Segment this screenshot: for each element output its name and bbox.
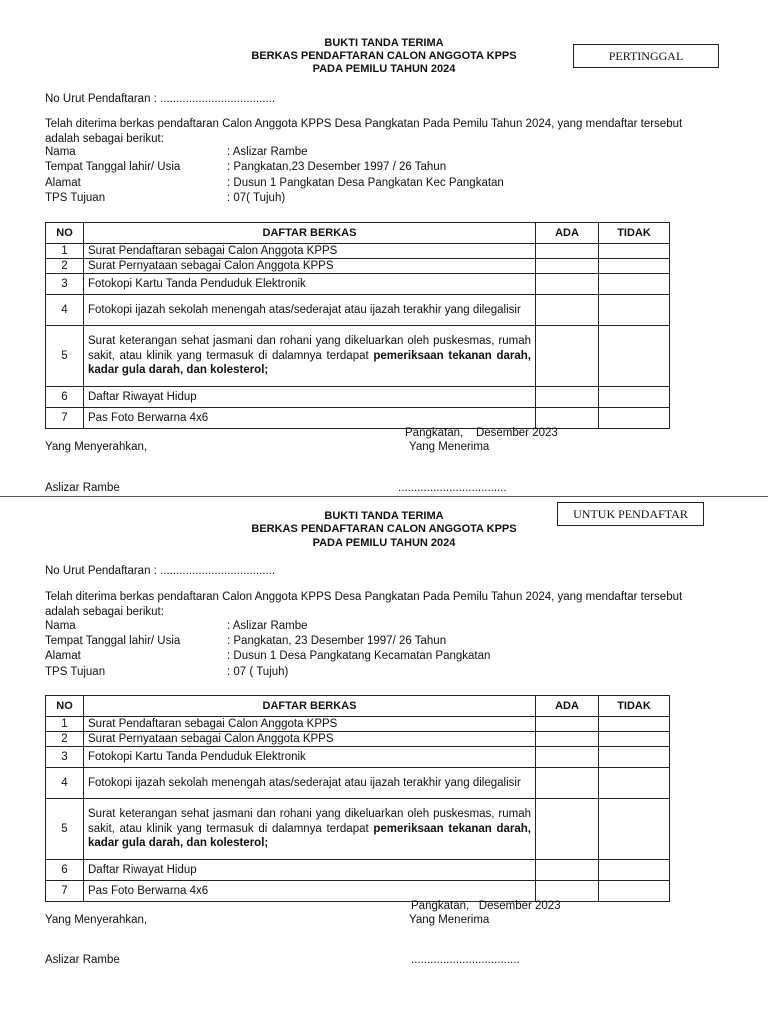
row-document <box>84 326 536 387</box>
receiver-signature-line: .................................. <box>398 482 507 494</box>
row-number: 1 <box>46 244 84 259</box>
field-label-tps: TPS Tujuan <box>45 666 106 678</box>
place-date: Pangkatan, Desember 2023 <box>405 427 558 439</box>
col-header-tidak: TIDAK <box>599 696 670 717</box>
slip-subtitle: BERKAS PENDAFTARAN CALON ANGGOTA KPPS <box>251 50 517 62</box>
receiver-signature-line: .................................. <box>411 954 520 966</box>
field-label-nama: Nama <box>45 146 76 158</box>
ada-cell <box>536 768 599 799</box>
row-document-emphasis: pemeriksaan tekanan darah, kadar gula darah, dan kolesterol; <box>88 822 532 850</box>
row-document: Surat Pendaftaran sebagai Calon Anggota KPPS <box>84 244 536 259</box>
giver-name: Aslizar Rambe <box>45 482 120 494</box>
field-value-alamat: : Dusun 1 Pangkatan Desa Pangkatan Kec Pangkatan <box>227 177 504 189</box>
row-document: Pas Foto Berwarna 4x6 <box>84 881 536 902</box>
giver-label: Yang Menyerahkan, <box>45 441 148 453</box>
tidak-cell <box>599 768 670 799</box>
slip-tag: UNTUK PENDAFTAR <box>557 502 704 526</box>
document-checklist-table <box>45 222 670 429</box>
col-header-ada: ADA <box>536 223 599 244</box>
row-number: 7 <box>46 408 84 429</box>
row-document: Daftar Riwayat Hidup <box>84 860 536 881</box>
intro-paragraph: Telah diterima berkas pendaftaran Calon Anggota KPPS Desa Pangkatan Pada Pemilu Tahun 2024, yang mendaftar tersebut adalah sebagai berikut: <box>45 591 683 618</box>
table-row <box>46 326 670 387</box>
table-row <box>46 295 670 326</box>
field-value-ttl: : Pangkatan, 23 Desember 1997/ 26 Tahun <box>227 635 447 647</box>
ada-cell <box>536 860 599 881</box>
field-value-ttl: : Pangkatan,23 Desember 1997 / 26 Tahun <box>227 161 447 173</box>
ada-cell <box>536 244 599 259</box>
row-document: Surat Pernyataan sebagai Calon Anggota KPPS <box>84 259 536 274</box>
row-number: 3 <box>46 274 84 295</box>
field-label-tps: TPS Tujuan <box>45 192 106 204</box>
row-number: 1 <box>46 717 84 732</box>
row-document: Surat Pernyataan sebagai Calon Anggota KPPS <box>84 732 536 747</box>
giver-name: Aslizar Rambe <box>45 954 120 966</box>
row-document: Daftar Riwayat Hidup <box>84 387 536 408</box>
slip-title: BUKTI TANDA TERIMA <box>324 510 444 522</box>
slip-title: BUKTI TANDA TERIMA <box>324 37 444 49</box>
row-document: Fotokopi Kartu Tanda Penduduk Elektronik <box>84 747 536 768</box>
row-number: 4 <box>46 768 84 799</box>
col-header-berkas: DAFTAR BERKAS <box>84 223 536 244</box>
tidak-cell <box>599 799 670 860</box>
receiver-label: Yang Menerima <box>409 441 490 453</box>
table-row <box>46 747 670 768</box>
field-label-alamat: Alamat <box>45 177 81 189</box>
table-row <box>46 274 670 295</box>
field-value-alamat: : Dusun 1 Desa Pangkatang Kecamatan Pangkatan <box>227 650 491 662</box>
cut-divider <box>0 496 768 497</box>
field-label-ttl: Tempat Tanggal lahir/ Usia <box>45 161 181 173</box>
tidak-cell <box>599 732 670 747</box>
field-value-tps: : 07 ( Tujuh) <box>227 666 289 678</box>
row-number: 5 <box>46 799 84 860</box>
tidak-cell <box>599 326 670 387</box>
ada-cell <box>536 799 599 860</box>
row-document: Fotokopi ijazah sekolah menengah atas/sederajat atau ijazah terakhir yang dilegalisir <box>84 295 536 326</box>
row-document <box>84 799 536 860</box>
tidak-cell <box>599 408 670 429</box>
row-number: 2 <box>46 259 84 274</box>
field-value-tps: : 07( Tujuh) <box>227 192 286 204</box>
col-header-berkas: DAFTAR BERKAS <box>84 696 536 717</box>
field-value-nama: : Aslizar Rambe <box>227 146 308 158</box>
row-number: 4 <box>46 295 84 326</box>
place-date: Pangkatan, Desember 2023 <box>411 900 561 912</box>
table-row <box>46 387 670 408</box>
row-number: 5 <box>46 326 84 387</box>
tidak-cell <box>599 244 670 259</box>
tidak-cell <box>599 295 670 326</box>
tidak-cell <box>599 860 670 881</box>
table-row <box>46 717 670 732</box>
table-row <box>46 768 670 799</box>
tidak-cell <box>599 387 670 408</box>
row-document-emphasis: pemeriksaan tekanan darah, kadar gula darah, dan kolesterol; <box>88 349 532 377</box>
table-row <box>46 244 670 259</box>
row-document: Fotokopi ijazah sekolah menengah atas/sederajat atau ijazah terakhir yang dilegalisir <box>84 768 536 799</box>
table-row <box>46 408 670 429</box>
tidak-cell <box>599 881 670 902</box>
registration-number: No Urut Pendaftaran : .................................... <box>45 93 276 105</box>
row-number: 2 <box>46 732 84 747</box>
col-header-no: NO <box>46 223 84 244</box>
table-row <box>46 881 670 902</box>
col-header-tidak: TIDAK <box>599 223 670 244</box>
ada-cell <box>536 295 599 326</box>
row-number: 6 <box>46 387 84 408</box>
slip-subtitle-year: PADA PEMILU TAHUN 2024 <box>312 63 456 75</box>
row-number: 3 <box>46 747 84 768</box>
slip-subtitle-year: PADA PEMILU TAHUN 2024 <box>312 537 456 549</box>
table-row <box>46 732 670 747</box>
row-document-text: Surat keterangan sehat jasmani dan rohani yang dikeluarkan oleh puskesmas, rumah sakit, atau klinik yang termasuk di dalamnya terdapat <box>88 335 531 362</box>
ada-cell <box>536 732 599 747</box>
tidak-cell <box>599 717 670 732</box>
col-header-no: NO <box>46 696 84 717</box>
table-row <box>46 259 670 274</box>
giver-label: Yang Menyerahkan, <box>45 914 148 926</box>
document-checklist-table <box>45 695 670 902</box>
row-document: Fotokopi Kartu Tanda Penduduk Elektronik <box>84 274 536 295</box>
ada-cell <box>536 747 599 768</box>
tidak-cell <box>599 747 670 768</box>
row-document: Surat Pendaftaran sebagai Calon Anggota KPPS <box>84 717 536 732</box>
row-document-text: Surat keterangan sehat jasmani dan rohani yang dikeluarkan oleh puskesmas, rumah sakit, atau klinik yang termasuk di dalamnya terdapat <box>88 808 531 835</box>
row-document: Pas Foto Berwarna 4x6 <box>84 408 536 429</box>
table-row <box>46 799 670 860</box>
tidak-cell <box>599 274 670 295</box>
field-label-ttl: Tempat Tanggal lahir/ Usia <box>45 635 181 647</box>
row-number: 6 <box>46 860 84 881</box>
field-label-alamat: Alamat <box>45 650 81 662</box>
intro-paragraph: Telah diterima berkas pendaftaran Calon Anggota KPPS Desa Pangkatan Pada Pemilu Tahun 2024, yang mendaftar tersebut adalah sebagai berikut: <box>45 118 683 145</box>
slip-subtitle: BERKAS PENDAFTARAN CALON ANGGOTA KPPS <box>251 523 517 535</box>
field-value-nama: : Aslizar Rambe <box>227 620 308 632</box>
tidak-cell <box>599 259 670 274</box>
row-number: 7 <box>46 881 84 902</box>
table-row <box>46 860 670 881</box>
ada-cell <box>536 326 599 387</box>
col-header-ada: ADA <box>536 696 599 717</box>
registration-number: No Urut Pendaftaran : .................................... <box>45 565 276 577</box>
receiver-label: Yang Menerima <box>409 914 490 926</box>
ada-cell <box>536 259 599 274</box>
receipt-slip-pendaftar <box>0 498 768 1024</box>
ada-cell <box>536 717 599 732</box>
ada-cell <box>536 274 599 295</box>
slip-tag: PERTINGGAL <box>573 44 719 68</box>
field-label-nama: Nama <box>45 620 76 632</box>
receipt-slip-pertinggal <box>0 0 768 497</box>
ada-cell <box>536 387 599 408</box>
